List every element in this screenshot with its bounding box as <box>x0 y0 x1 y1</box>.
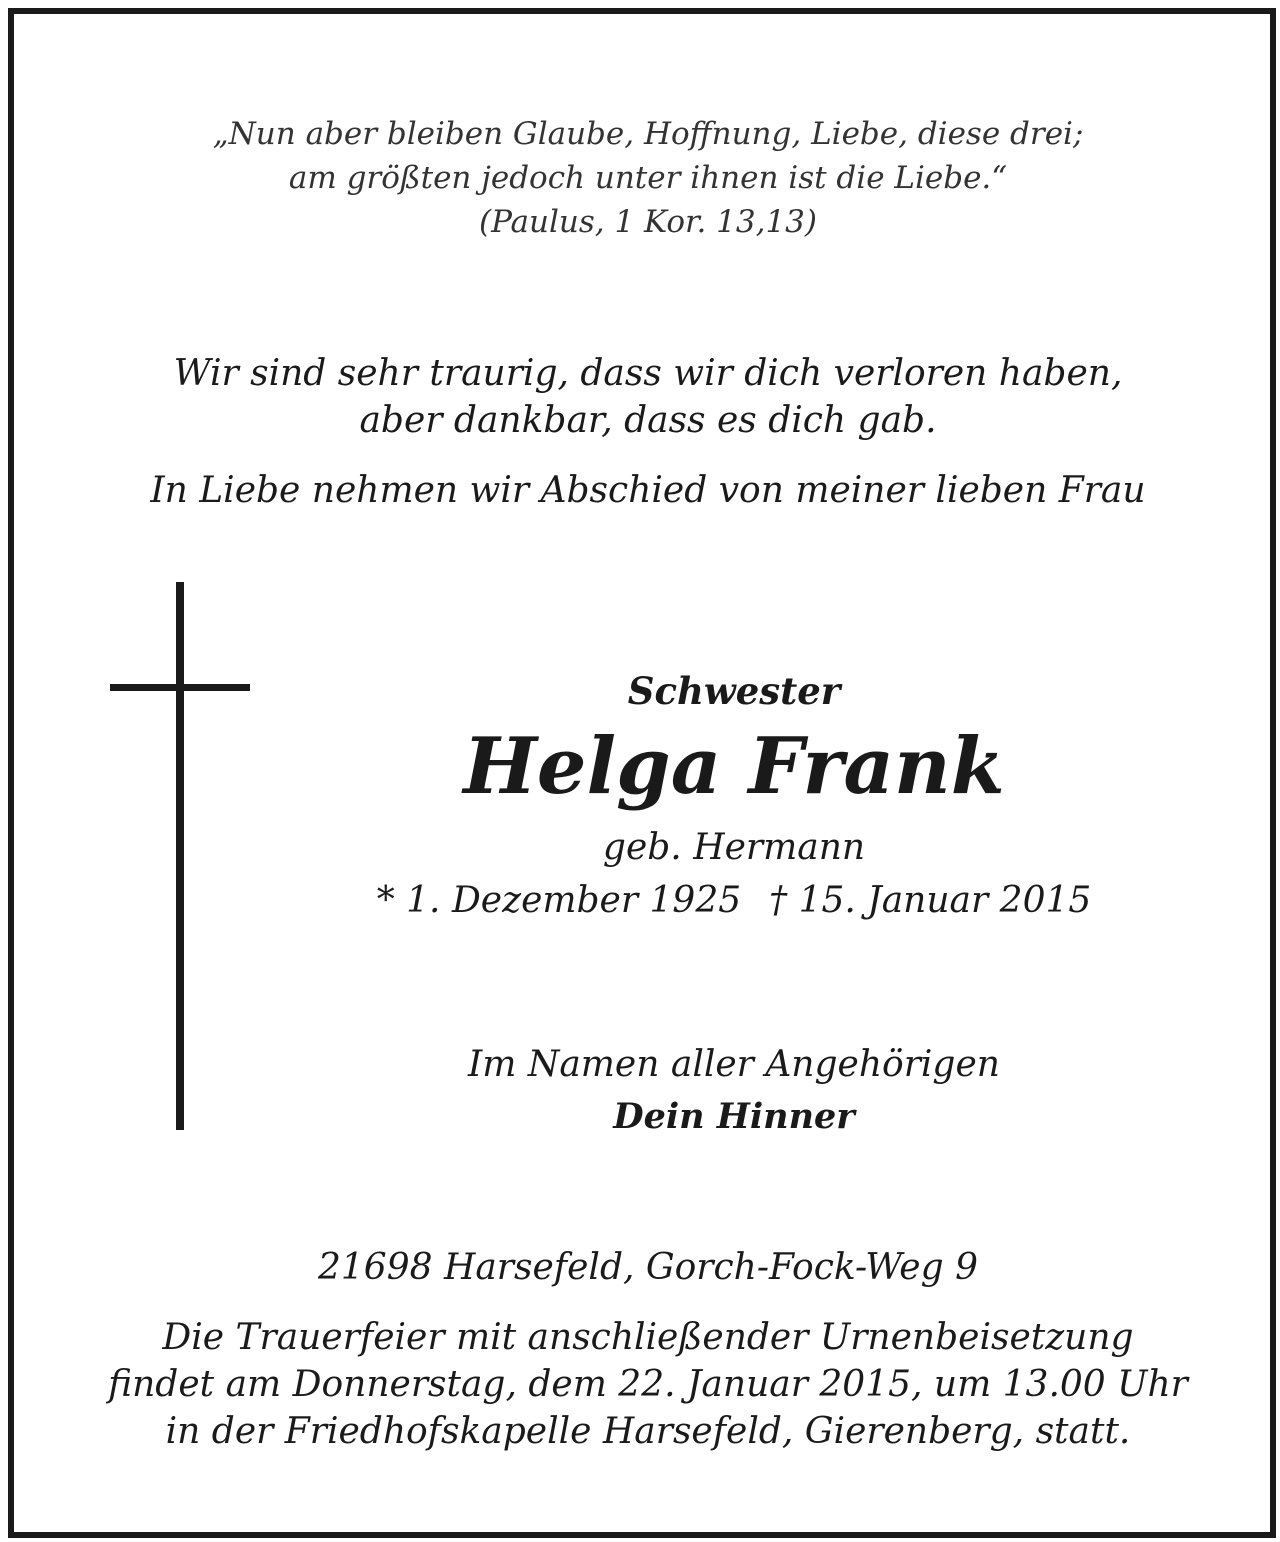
service-line-2: findet am Donnerstag, dem 22. Januar 2015, um 13.00 Uhr <box>108 1364 1188 1405</box>
farewell-text: In Liebe nehmen wir Abschied von meiner lieben Frau <box>150 470 1146 511</box>
sentiment-line-2: aber dankbar, dass es dich gab. <box>359 400 937 441</box>
on-behalf-text: Im Namen aller Angehörigen <box>468 1044 1000 1085</box>
cross-vertical-bar <box>176 582 184 1130</box>
bible-quote <box>14 112 1280 244</box>
deceased-nee: geb. Hermann <box>602 827 866 868</box>
quote-line-2: am größten jedoch unter ihnen ist die Liebe.“ <box>288 160 1008 196</box>
deceased-name: Helga Frank <box>463 721 1005 812</box>
service-line-3: in der Friedhofskapelle Harsefeld, Gierenberg, statt. <box>165 1411 1131 1452</box>
deceased-dates <box>314 878 1154 924</box>
obituary-frame <box>8 8 1276 1538</box>
service-details <box>14 1314 1280 1455</box>
quote-source: (Paulus, 1 Kor. 13,13) <box>478 204 818 240</box>
cross-horizontal-bar <box>110 684 250 691</box>
mourner-signature: Dein Hinner <box>613 1096 855 1137</box>
service-line-1: Die Trauerfeier mit anschließender Urnenbeisetzung <box>162 1317 1134 1358</box>
sentiment-line-1: Wir sind sehr traurig, dass wir dich verloren haben, <box>173 353 1123 394</box>
deceased-title: Schwester <box>627 669 841 713</box>
death-date: † 15. Januar 2015 <box>769 880 1092 921</box>
birth-date: * 1. Dezember 1925 <box>376 880 742 921</box>
sentiment-text <box>14 350 1280 444</box>
quote-line-1: „Nun aber bleiben Glaube, Hoffnung, Liebe, diese drei; <box>212 116 1084 152</box>
address-line: 21698 Harsefeld, Gorch-Fock-Weg 9 <box>317 1247 979 1288</box>
